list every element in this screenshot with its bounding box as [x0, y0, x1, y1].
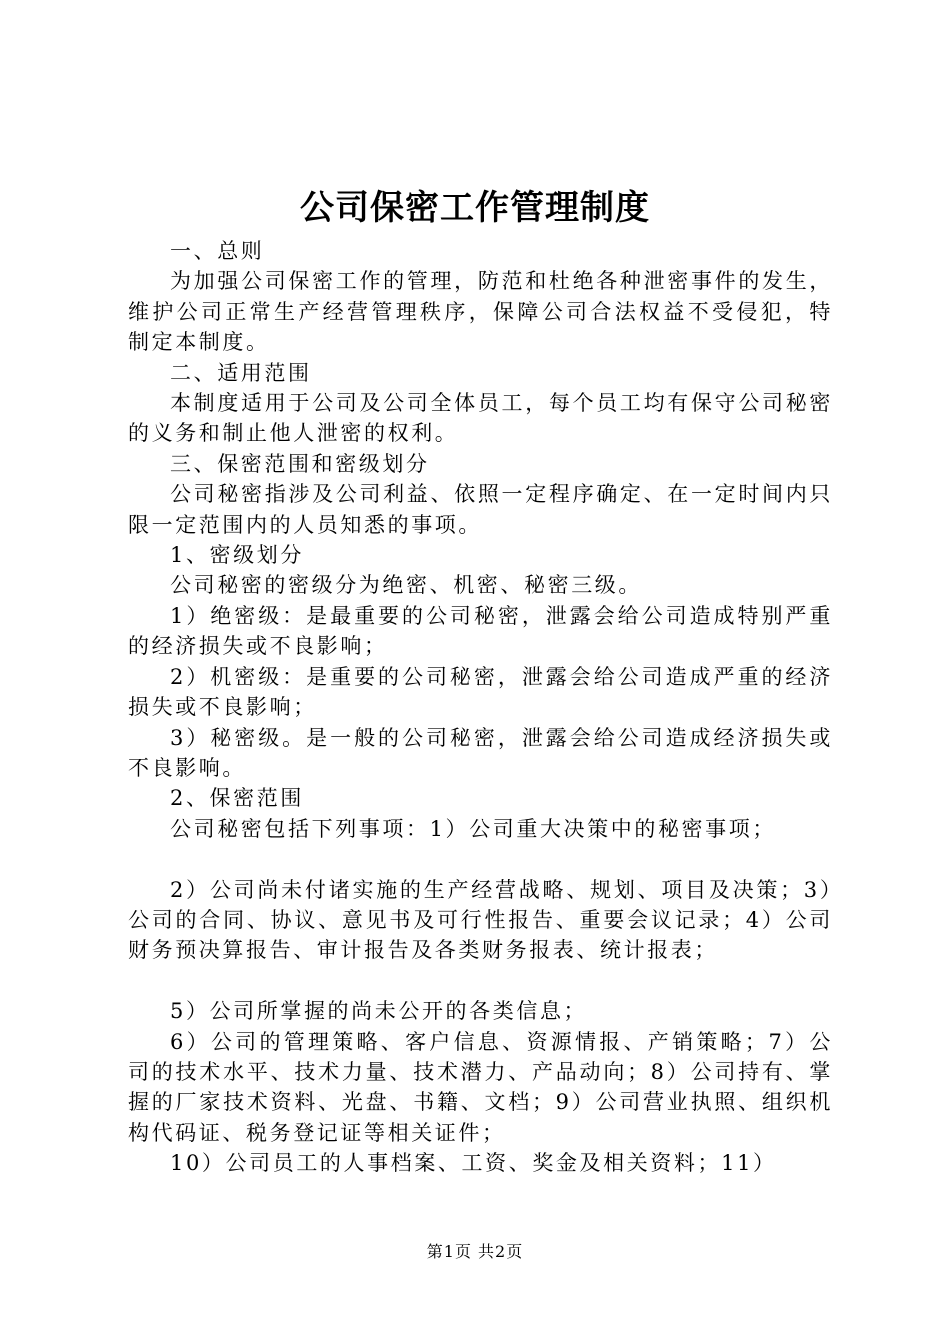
- subheading-levels: 1、密级划分: [170, 543, 304, 568]
- list-item-secret: 3）秘密级。是一般的公司秘密，泄露会给公司造成经济损失或不良影响。: [128, 725, 833, 780]
- list-item-confidential: 2）机密级：是重要的公司秘密，泄露会给公司造成严重的经济损失或不良影响；: [128, 664, 833, 720]
- document-title: 公司保密工作管理制度: [300, 188, 650, 228]
- paragraph-purpose: 为加强公司保密工作的管理，防范和杜绝各种泄密事件的发生，维护公司正常生产经营管理秩序，保障公司合法权益不受侵犯，特制定本制度。: [128, 269, 833, 355]
- paragraph-levels: 公司秘密的密级分为绝密、机密、秘密三级。: [170, 573, 642, 598]
- paragraph-secret-definition: 公司秘密指涉及公司利益、依照一定程序确定、在一定时间内只限一定范围内的人员知悉的事项。: [128, 482, 833, 537]
- section-heading-scope: 二、适用范围: [170, 360, 312, 385]
- paragraph-scope: 本制度适用于公司及公司全体员工，每个员工均有保守公司秘密的义务和制止他人泄密的权利。: [128, 391, 833, 446]
- blank-line: [128, 844, 833, 874]
- list-item-top-secret: 1）绝密级：是最重要的公司秘密，泄露会给公司造成特别严重的经济损失或不良影响；: [128, 603, 833, 659]
- paragraph-range-items-6-9: 6）公司的管理策略、客户信息、资源情报、产销策略；7）公司的技术水平、技术力量、技术潜力、产品动向；8）公司持有、掌握的厂家技术资料、光盘、书籍、文档；9）公司营业执照、组织机构代码证、税务登记证等相关证件；: [128, 1029, 833, 1145]
- paragraph-range-item-5: 5）公司所掌握的尚未公开的各类信息；: [170, 999, 588, 1024]
- blank-line: [128, 966, 833, 996]
- paragraph-range-intro: 公司秘密包括下列事项：1）公司重大决策中的秘密事项；: [170, 816, 776, 841]
- document-body: [128, 236, 833, 1179]
- page-number-footer: 第1页 共2页: [426, 1242, 524, 1261]
- paragraph-range-items-2-4: 2）公司尚未付诸实施的生产经营战略、规划、项目及决策；3）公司的合同、协议、意见书及可行性报告、重要会议记录；4）公司财务预决算报告、审计报告及各类财务报表、统计报表；: [128, 877, 833, 963]
- paragraph-range-items-10-11: 10）公司员工的人事档案、工资、奖金及相关资料；11）: [170, 1151, 777, 1176]
- section-heading-general: 一、总则: [170, 239, 265, 263]
- section-heading-classification: 三、保密范围和密级划分: [170, 451, 430, 476]
- subheading-range: 2、保密范围: [170, 786, 304, 811]
